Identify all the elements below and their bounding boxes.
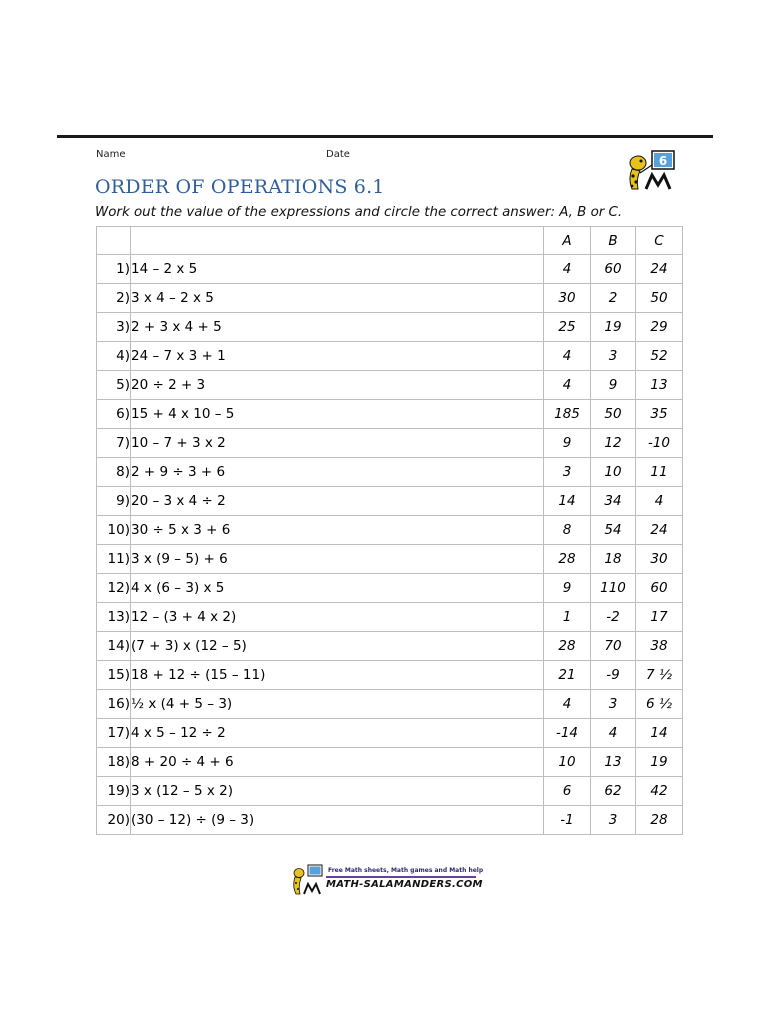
footer-brand — [290, 862, 484, 896]
answer-option-a[interactable]: 28 — [544, 632, 591, 661]
answer-option-b[interactable]: 3 — [591, 690, 636, 719]
footer-icon-body — [294, 877, 301, 894]
answer-option-c[interactable]: 42 — [636, 777, 683, 806]
table-body — [97, 255, 683, 835]
footer-icon-head — [294, 869, 304, 878]
answer-option-a[interactable]: 3 — [544, 458, 591, 487]
footer-divider — [326, 876, 476, 878]
expression: 12 – (3 + 4 x 2) — [131, 603, 544, 632]
answer-option-a[interactable]: 28 — [544, 545, 591, 574]
expression: 20 – 3 x 4 ÷ 2 — [131, 487, 544, 516]
answer-option-b[interactable]: 62 — [591, 777, 636, 806]
answer-option-c[interactable]: 7 ½ — [636, 661, 683, 690]
answer-option-b[interactable]: -2 — [591, 603, 636, 632]
expression: 14 – 2 x 5 — [131, 255, 544, 284]
question-number: 17) — [97, 719, 131, 748]
answer-option-b[interactable]: 10 — [591, 458, 636, 487]
expression: 8 + 20 ÷ 4 + 6 — [131, 748, 544, 777]
expression: ½ x (4 + 5 – 3) — [131, 690, 544, 719]
answer-option-a[interactable]: 21 — [544, 661, 591, 690]
question-number: 14) — [97, 632, 131, 661]
table-row — [97, 342, 683, 371]
header-rule — [57, 135, 713, 138]
expression: 15 + 4 x 10 – 5 — [131, 400, 544, 429]
footer-icon-board-screen — [310, 867, 321, 875]
answer-option-b[interactable]: 3 — [591, 342, 636, 371]
answer-option-b[interactable]: 13 — [591, 748, 636, 777]
answer-option-c[interactable]: 6 ½ — [636, 690, 683, 719]
question-number: 8) — [97, 458, 131, 487]
footer-icon-m — [304, 884, 320, 894]
header-num-cell — [97, 227, 131, 255]
answer-option-b[interactable]: 34 — [591, 487, 636, 516]
answer-option-a[interactable]: 185 — [544, 400, 591, 429]
answer-option-b[interactable]: 60 — [591, 255, 636, 284]
table-row — [97, 748, 683, 777]
salamander-logo — [622, 149, 680, 191]
expression: 3 x (9 – 5) + 6 — [131, 545, 544, 574]
question-number: 12) — [97, 574, 131, 603]
answer-option-c[interactable]: 14 — [636, 719, 683, 748]
answer-option-b[interactable]: 19 — [591, 313, 636, 342]
answer-option-c[interactable]: 28 — [636, 806, 683, 835]
question-number: 11) — [97, 545, 131, 574]
answer-option-a[interactable]: 30 — [544, 284, 591, 313]
expression: 2 + 3 x 4 + 5 — [131, 313, 544, 342]
table-row — [97, 603, 683, 632]
table-row — [97, 255, 683, 284]
question-number: 20) — [97, 806, 131, 835]
answer-option-a[interactable]: 10 — [544, 748, 591, 777]
answer-option-b[interactable]: 50 — [591, 400, 636, 429]
table-row — [97, 284, 683, 313]
answer-option-a[interactable]: 4 — [544, 342, 591, 371]
salamander-spot — [634, 180, 637, 183]
question-number: 7) — [97, 429, 131, 458]
answer-option-c[interactable]: 11 — [636, 458, 683, 487]
answer-option-c[interactable]: 50 — [636, 284, 683, 313]
expression: (30 – 12) ÷ (9 – 3) — [131, 806, 544, 835]
expression: 10 – 7 + 3 x 2 — [131, 429, 544, 458]
answer-option-a[interactable]: 14 — [544, 487, 591, 516]
question-number: 10) — [97, 516, 131, 545]
answer-option-b[interactable]: 70 — [591, 632, 636, 661]
table-row — [97, 545, 683, 574]
answer-option-b[interactable]: 18 — [591, 545, 636, 574]
answer-option-a[interactable]: 25 — [544, 313, 591, 342]
question-number: 9) — [97, 487, 131, 516]
answer-option-a[interactable]: 4 — [544, 371, 591, 400]
logo-m-letter — [646, 175, 670, 189]
answer-option-c[interactable]: 24 — [636, 255, 683, 284]
question-number: 2) — [97, 284, 131, 313]
table-row — [97, 400, 683, 429]
answer-option-c[interactable]: 60 — [636, 574, 683, 603]
answer-option-b[interactable]: -9 — [591, 661, 636, 690]
table-row — [97, 806, 683, 835]
header-option-c: C — [636, 227, 683, 255]
expression: 4 x 5 – 12 ÷ 2 — [131, 719, 544, 748]
answer-option-c[interactable]: 35 — [636, 400, 683, 429]
answer-option-c[interactable]: 13 — [636, 371, 683, 400]
expression: 3 x (12 – 5 x 2) — [131, 777, 544, 806]
expression: 3 x 4 – 2 x 5 — [131, 284, 544, 313]
question-number: 18) — [97, 748, 131, 777]
table-row — [97, 661, 683, 690]
salamander-spot — [631, 185, 634, 188]
answer-option-c[interactable]: 29 — [636, 313, 683, 342]
table-row — [97, 632, 683, 661]
expression: 24 – 7 x 3 + 1 — [131, 342, 544, 371]
answer-option-a[interactable]: 1 — [544, 603, 591, 632]
answer-option-b[interactable]: 110 — [591, 574, 636, 603]
question-number: 4) — [97, 342, 131, 371]
footer-icon-spot — [297, 888, 299, 890]
table-row — [97, 777, 683, 806]
footer-icon-spot — [295, 882, 297, 884]
table-row — [97, 313, 683, 342]
table-row — [97, 429, 683, 458]
expression: 4 x (6 – 3) x 5 — [131, 574, 544, 603]
answer-option-c[interactable]: 52 — [636, 342, 683, 371]
header-option-a: A — [544, 227, 591, 255]
answer-option-a[interactable]: 8 — [544, 516, 591, 545]
expression: 20 ÷ 2 + 3 — [131, 371, 544, 400]
expression: 2 + 9 ÷ 3 + 6 — [131, 458, 544, 487]
answer-option-c[interactable]: -10 — [636, 429, 683, 458]
answer-option-c[interactable]: 4 — [636, 487, 683, 516]
header-option-b: B — [591, 227, 636, 255]
question-number: 6) — [97, 400, 131, 429]
answer-option-b[interactable]: 3 — [591, 806, 636, 835]
table-row — [97, 516, 683, 545]
answer-option-b[interactable]: 2 — [591, 284, 636, 313]
answer-option-b[interactable]: 9 — [591, 371, 636, 400]
footer-tagline: Free Math sheets, Math games and Math help — [328, 867, 484, 874]
answer-option-a[interactable]: 9 — [544, 429, 591, 458]
answer-option-b[interactable]: 54 — [591, 516, 636, 545]
salamander-spot — [631, 174, 634, 177]
page-title: ORDER OF OPERATIONS 6.1 — [95, 176, 385, 198]
table-row — [97, 371, 683, 400]
instructions: Work out the value of the expressions and circle the correct answer: A, B or C. — [95, 205, 623, 220]
question-number: 1) — [97, 255, 131, 284]
table-row — [97, 487, 683, 516]
question-number: 3) — [97, 313, 131, 342]
table-row — [97, 690, 683, 719]
footer-salamander-icon — [290, 864, 324, 896]
operations-table — [96, 226, 683, 835]
expression: (7 + 3) x (12 – 5) — [131, 632, 544, 661]
answer-option-c[interactable]: 19 — [636, 748, 683, 777]
question-number: 19) — [97, 777, 131, 806]
question-number: 13) — [97, 603, 131, 632]
date-label: Date — [326, 149, 350, 160]
table-row — [97, 574, 683, 603]
table-header-row — [97, 227, 683, 255]
answer-option-b[interactable]: 4 — [591, 719, 636, 748]
answer-option-c[interactable]: 38 — [636, 632, 683, 661]
question-number: 16) — [97, 690, 131, 719]
answer-option-a[interactable]: 9 — [544, 574, 591, 603]
expression: 18 + 12 ÷ (15 – 11) — [131, 661, 544, 690]
footer-site-name: MATH-SALAMANDERS.COM — [326, 879, 483, 890]
salamander-head — [630, 156, 646, 170]
question-number: 5) — [97, 371, 131, 400]
table-row — [97, 719, 683, 748]
logo-grade-number: 6 — [658, 154, 668, 168]
answer-option-a[interactable]: 6 — [544, 777, 591, 806]
answer-option-b[interactable]: 12 — [591, 429, 636, 458]
name-label: Name — [96, 149, 126, 160]
expression: 30 ÷ 5 x 3 + 6 — [131, 516, 544, 545]
question-number: 15) — [97, 661, 131, 690]
answer-option-c[interactable]: 24 — [636, 516, 683, 545]
answer-option-c[interactable]: 17 — [636, 603, 683, 632]
answer-option-a[interactable]: -1 — [544, 806, 591, 835]
salamander-eye — [640, 160, 643, 163]
answer-option-c[interactable]: 30 — [636, 545, 683, 574]
answer-option-a[interactable]: 4 — [544, 690, 591, 719]
header-expr-cell — [131, 227, 544, 255]
answer-option-a[interactable]: -14 — [544, 719, 591, 748]
table-row — [97, 458, 683, 487]
answer-option-a[interactable]: 4 — [544, 255, 591, 284]
